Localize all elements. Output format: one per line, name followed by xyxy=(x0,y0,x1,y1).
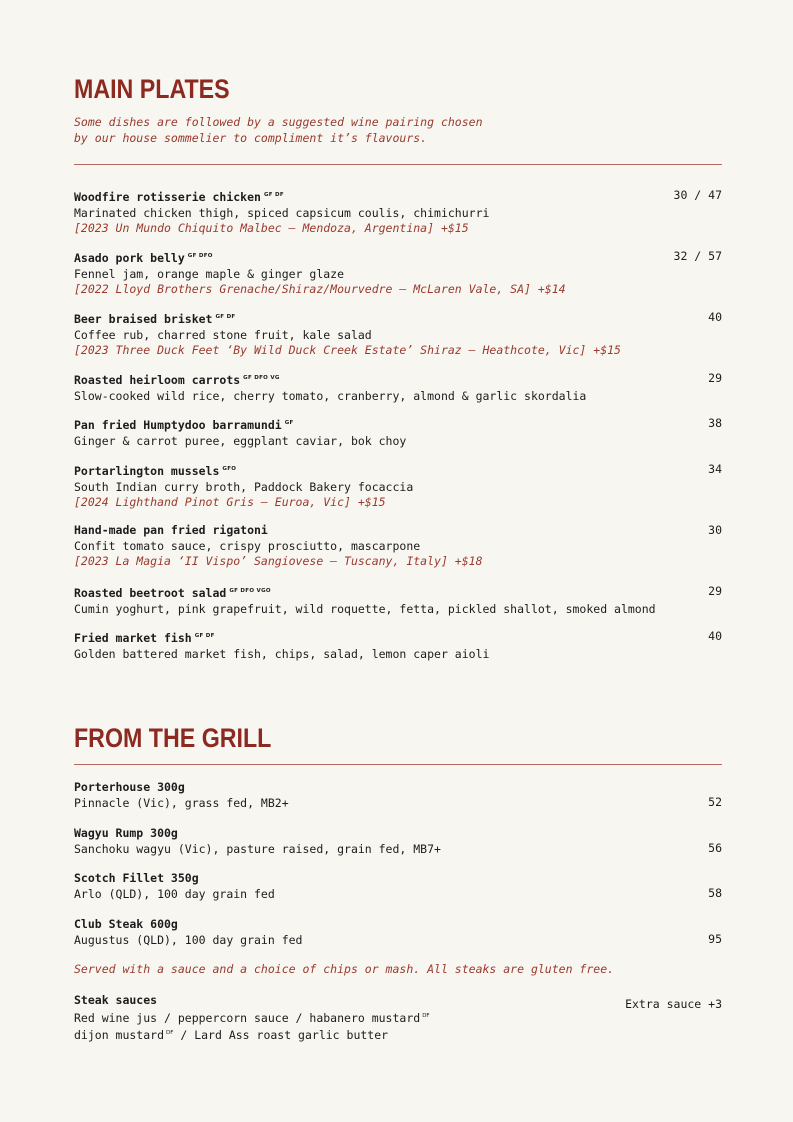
item-description: Golden battered market fish, chips, salad, lemon caper aioli xyxy=(74,646,490,661)
item-description: Augustus (QLD), 100 day grain fed xyxy=(74,932,303,947)
item-name: Hand-made pan fried rigatoni xyxy=(74,523,268,537)
item-description: Sanchoku wagyu (Vic), pasture raised, grain fed, MB7+ xyxy=(74,841,441,856)
item-description: Ginger & carrot puree, eggplant caviar, bok choy xyxy=(74,433,407,448)
item-name: Asado pork belly xyxy=(74,251,185,265)
dietary-tags: GF xyxy=(284,420,294,426)
extra-sauce-price: Extra sauce +3 xyxy=(625,997,722,1011)
item-name: Portarlington mussels xyxy=(74,464,220,478)
item-name: Beer braised brisket xyxy=(74,312,213,326)
item-name: Steak sauces xyxy=(74,993,158,1007)
wine-pairing: [2023 Un Mundo Chiquito Malbec – Mendoza, Argentina] +$15 xyxy=(74,221,469,235)
divider-main xyxy=(74,164,722,165)
item-price: 34 xyxy=(708,462,722,476)
item-description: Confit tomato sauce, crispy prosciutto, mascarpone xyxy=(74,538,421,553)
menu-item xyxy=(74,188,722,237)
section-title-main-plates: MAIN PLATES xyxy=(74,74,230,104)
dietary-tags: GF DFO xyxy=(187,253,213,259)
item-name: Fried market fish xyxy=(74,631,192,645)
grill-item xyxy=(74,826,722,857)
item-price: 40 xyxy=(708,310,722,324)
item-price: 29 xyxy=(708,371,722,385)
dietary-tags: GF DF xyxy=(263,192,284,198)
sauce-line-2: dijon mustard $^{DF}$ / Lard Ass roast garlic butter xyxy=(74,1028,389,1042)
item-description: Cumin yoghurt, pink grapefruit, wild roquette, fetta, pickled shallot, smoked almond xyxy=(74,601,656,616)
item-name: Woodfire rotisserie chicken xyxy=(74,190,261,204)
item-description: Coffee rub, charred stone fruit, kale salad xyxy=(74,327,372,342)
item-name: Roasted beetroot salad xyxy=(74,586,227,600)
menu-item xyxy=(74,584,722,617)
dietary-tags: GFO xyxy=(222,466,237,472)
item-description: Pinnacle (Vic), grass fed, MB2+ xyxy=(74,795,289,810)
menu-item xyxy=(74,371,722,404)
item-name: Wagyu Rump 300g xyxy=(74,826,178,840)
item-price: 40 xyxy=(708,629,722,643)
item-description: Arlo (QLD), 100 day grain fed xyxy=(74,886,275,901)
sauce-line-1: Red wine jus / peppercorn sauce / habanero mustard $^{DF}$ xyxy=(74,1010,430,1025)
wine-pairing-intro: Some dishes are followed by a suggested wine pairing chosen by our house sommelier to compliment it’s flavours. xyxy=(74,115,483,145)
main-plates-section xyxy=(74,74,722,146)
dietary-tags: GF DFO VGO xyxy=(229,588,271,594)
item-name: Pan fried Humptydoo barramundi xyxy=(74,418,282,432)
item-name: Roasted heirloom carrots xyxy=(74,373,241,387)
item-name: Porterhouse 300g xyxy=(74,780,185,794)
steak-note: Served with a sauce and a choice of chips or mash. All steaks are gluten free. xyxy=(74,962,615,976)
item-price: 56 xyxy=(708,841,722,855)
item-price: 29 xyxy=(708,584,722,598)
item-price: 95 xyxy=(708,932,722,946)
dietary-tags: GF DF xyxy=(215,314,236,320)
steak-sauces xyxy=(74,993,722,1044)
menu-item xyxy=(74,310,722,359)
item-description: Fennel jam, orange maple & ginger glaze xyxy=(74,266,345,281)
item-name: Scotch Fillet 350g xyxy=(74,871,199,885)
item-name: Club Steak 600g xyxy=(74,917,178,931)
grill-item xyxy=(74,780,722,811)
item-price: 38 xyxy=(708,416,722,430)
grill-item xyxy=(74,917,722,948)
item-price: 58 xyxy=(708,886,722,900)
wine-pairing: [2023 Three Duck Feet ‘By Wild Duck Creek Estate’ Shiraz – Heathcote, Vic] +$15 xyxy=(74,343,621,357)
item-price: 52 xyxy=(708,795,722,809)
item-price: 30 / 47 xyxy=(673,188,722,202)
menu-item xyxy=(74,416,722,449)
menu-item xyxy=(74,249,722,298)
wine-pairing: [2024 Lighthand Pinot Gris – Euroa, Vic] +$15 xyxy=(74,495,386,509)
wine-pairing: [2022 Lloyd Brothers Grenache/Shiraz/Mourvedre – McLaren Vale, SA] +$14 xyxy=(74,282,566,296)
item-price: 32 / 57 xyxy=(673,249,722,263)
item-description: Slow-cooked wild rice, cherry tomato, cranberry, almond & garlic skordalia xyxy=(74,388,587,403)
menu-item xyxy=(74,523,722,570)
divider-grill xyxy=(74,764,722,765)
grill-item xyxy=(74,871,722,902)
item-price: 30 xyxy=(708,523,722,537)
dietary-tags: GF DF xyxy=(194,633,215,639)
wine-pairing: [2023 La Magia ‘II Vispo’ Sangiovese – Tuscany, Italy] +$18 xyxy=(74,554,483,568)
section-title-grill: FROM THE GRILL xyxy=(74,723,272,753)
menu-item xyxy=(74,462,722,511)
dietary-tags: GF DFO VG xyxy=(243,375,280,381)
menu-item xyxy=(74,629,722,662)
item-description: Marinated chicken thigh, spiced capsicum coulis, chimichurri xyxy=(74,205,490,220)
item-description: South Indian curry broth, Paddock Bakery focaccia xyxy=(74,479,414,494)
